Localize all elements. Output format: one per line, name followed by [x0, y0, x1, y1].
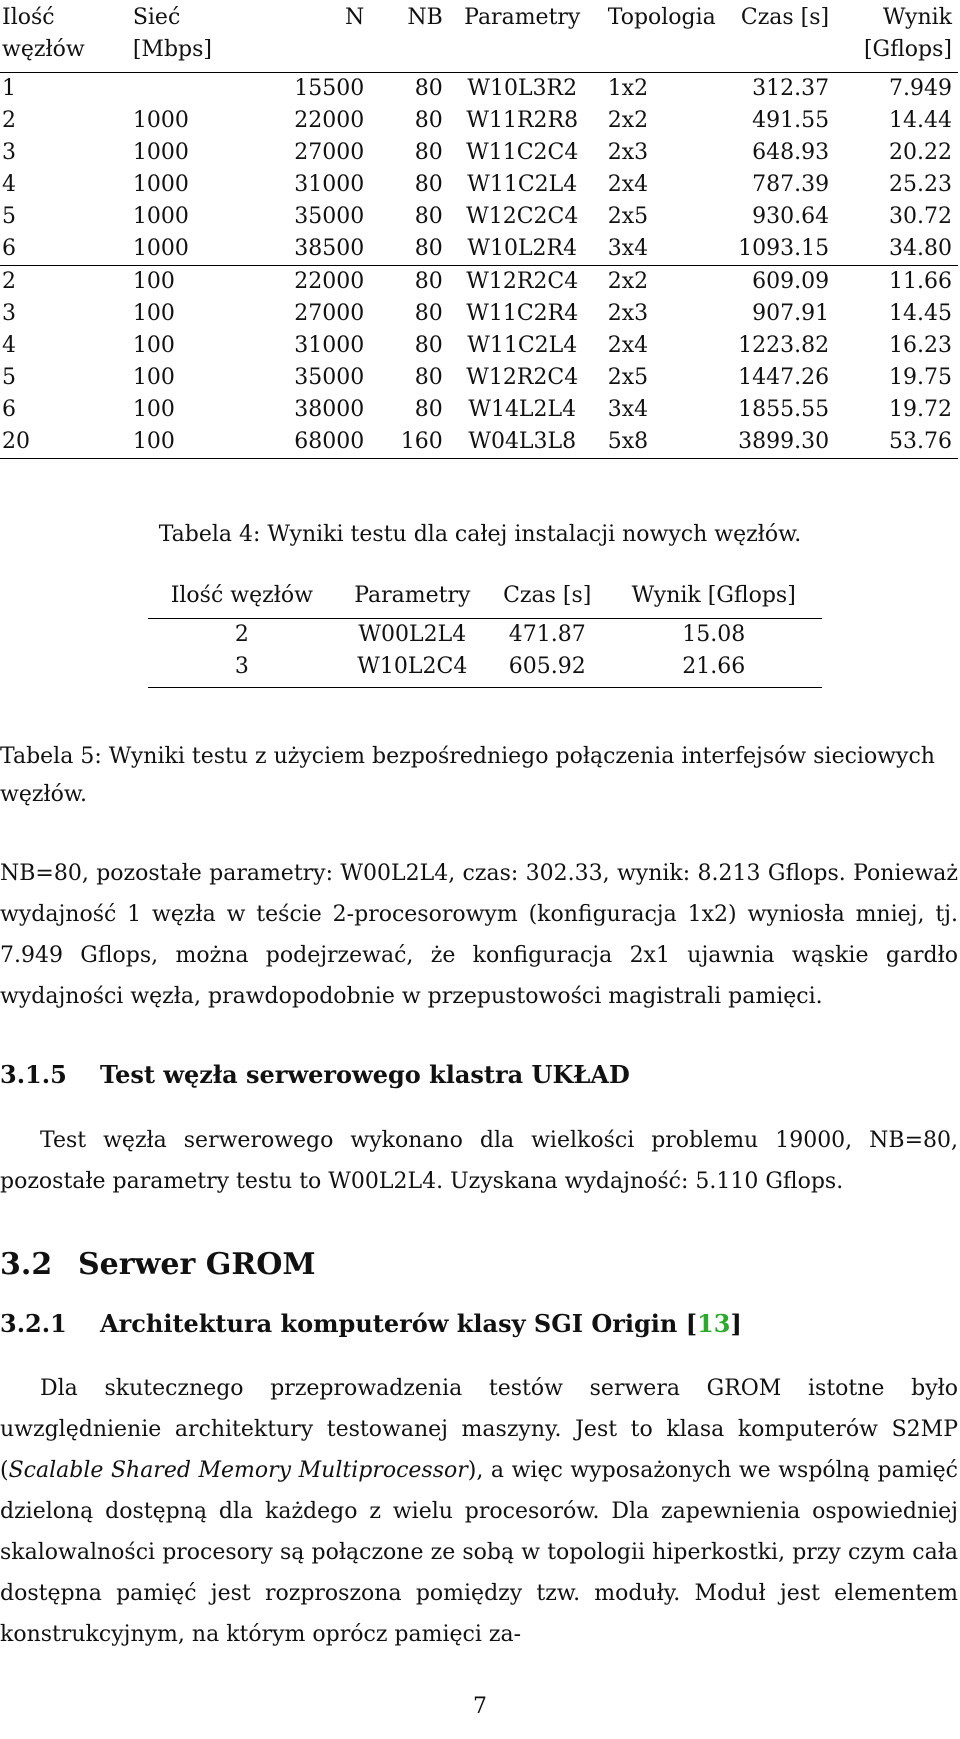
table-cell: 100	[132, 365, 175, 390]
table-row	[0, 394, 958, 426]
table-cell: 80	[414, 333, 443, 358]
citation-link[interactable]: 13	[697, 1309, 731, 1338]
table-cell: 1855.55	[738, 397, 830, 422]
table-cell: 1000	[132, 172, 189, 197]
table-cell: 80	[414, 365, 443, 390]
table-cell: W11R2R8	[466, 108, 579, 133]
table-cell: W11C2L4	[467, 172, 578, 197]
table-row	[0, 73, 958, 106]
table-cell: 312.37	[752, 76, 830, 101]
table-row	[0, 201, 958, 233]
table-cell: 22000	[294, 108, 365, 133]
table-cell: 80	[414, 108, 443, 133]
table5-caption: Tabela 5: Wyniki testu z użyciem bezpośredniego połączenia interfejsów sieciowych węzłów.	[0, 744, 935, 807]
table-cell: 930.64	[752, 204, 830, 229]
section-title: Test węzła serwerowego klastra UKŁAD	[100, 1060, 630, 1089]
table-cell: 38000	[294, 397, 365, 422]
header-n: N	[345, 5, 365, 30]
table4-caption: Tabela 4: Wyniki testu dla całej instalacji nowych węzłów.	[158, 522, 802, 547]
header-nb: NB	[407, 5, 443, 30]
results-table-direct-link	[148, 576, 822, 688]
table-cell: 1000	[133, 233, 252, 266]
table-cell: 4	[2, 172, 16, 197]
table-cell: 35000	[294, 365, 365, 390]
table-cell: 16.23	[889, 333, 952, 358]
table-cell: 27000	[294, 301, 365, 326]
table-cell: 491.55	[752, 108, 830, 133]
table-cell: 648.93	[752, 140, 830, 165]
table-cell: 605.92	[489, 651, 605, 688]
section-heading-3-2-1: 3.2.1 Architektura komputerów klasy SGI Origin [13]	[0, 1309, 742, 1338]
table-cell: 2x3	[607, 301, 649, 326]
table-cell: W12R2C4	[466, 365, 579, 390]
table-cell: 1	[2, 76, 16, 101]
page-number: 7	[473, 1694, 487, 1719]
table-cell: 100	[133, 426, 252, 459]
table-cell: W12C2C4	[466, 204, 579, 229]
section-title: Architektura komputerów klasy SGI Origin	[100, 1309, 678, 1338]
table-cell: 1223.82	[738, 333, 830, 358]
table-cell: 2x4	[607, 172, 649, 197]
table-row	[0, 362, 958, 394]
table-cell: 80	[364, 233, 442, 266]
table-row	[148, 619, 822, 652]
table-cell: 14.45	[889, 301, 952, 326]
table-cell: W11C2L4	[467, 333, 578, 358]
table-row	[0, 233, 958, 266]
table-cell: 80	[414, 204, 443, 229]
table-cell: 6	[2, 397, 16, 422]
header-network: Sieć [Mbps]	[132, 5, 212, 62]
table-cell: 609.09	[752, 269, 830, 294]
table-cell: 5	[2, 204, 16, 229]
table-cell: 19.72	[889, 397, 952, 422]
paragraph-server-node: Test węzła serwerowego wykonano dla wielkości problemu 19000, NB=80, pozostałe parametry testu to W00L2L4. Uzyskana wydajność: 5.110 Gflops.	[0, 1128, 958, 1194]
table-cell: W10L2R4	[443, 233, 602, 266]
table-cell: 2x5	[607, 365, 649, 390]
table-row	[0, 266, 958, 299]
section-heading-3-1-5	[0, 1060, 630, 1089]
paragraph-single-node: NB=80, pozostałe parametry: W00L2L4, czas: 302.33, wynik: 8.213 Gflops. Ponieważ wydajność 1 węzła w teście 2-procesorowym (konfiguracja 1x2) wyniosła mniej, tj. 7.949 Gflops, można podejrzewać, że konfiguracja 2x1 ujawnia wąskie gardło wydajności węzła, prawdopodobnie w przepustowości magistrali pamięci.	[0, 861, 958, 1009]
table-cell: 80	[414, 269, 443, 294]
header-time: Czas [s]	[503, 582, 592, 608]
table-cell: 2	[234, 622, 249, 647]
table-cell: 31000	[294, 172, 365, 197]
table-cell: 30.72	[889, 204, 952, 229]
table-row	[0, 169, 958, 201]
table-cell: W11C2R4	[466, 301, 579, 326]
table-cell: 2x3	[607, 140, 649, 165]
table-cell: W11C2C4	[466, 140, 579, 165]
table-cell: 53.76	[829, 426, 958, 459]
header-node-count: Ilość węzłów	[170, 582, 313, 608]
table-cell: 34.80	[829, 233, 958, 266]
table-cell: 80	[414, 172, 443, 197]
section-number: 3.1.5	[0, 1060, 67, 1089]
table-cell: 3x4	[607, 397, 649, 422]
table-cell: 14.44	[889, 108, 952, 133]
table-cell: 25.23	[889, 172, 952, 197]
table-cell: 2x5	[607, 204, 649, 229]
table-cell: 22000	[294, 269, 365, 294]
table-cell: 100	[132, 301, 175, 326]
results-table-full-install	[0, 0, 958, 459]
table-cell: 2x2	[607, 269, 649, 294]
table-cell: W04L3L8	[443, 426, 602, 459]
paragraph-sgi-origin: Dla skutecznego przeprowadzenia testów serwera GROM istotne było uwzględnienie architektury testowanej maszyny. Jest to klasa komputerów S2MP (Scalable Shared Memory Multiprocessor), a więc wyposażonych we wspólną pamięć dzieloną dostępną dla każdego z wielu procesorów. Dla zapewnienia ospowiedniej skalowalności procesory są połączone ze sobą w topologii hiperkostki, przy czym cała dostępna pamięć jest rozproszona pomiędzy tzw. moduły. Moduł jest elementem konstrukcyjnym, na którym oprócz pamięci za-	[0, 1376, 958, 1647]
table-cell: 15500	[294, 76, 365, 101]
table-cell: 80	[414, 76, 443, 101]
table-cell: 3	[148, 651, 336, 688]
table-cell: W10L2C4	[336, 651, 489, 688]
table-cell: 100	[132, 333, 175, 358]
table-cell: 27000	[294, 140, 365, 165]
section-number: 3.2	[0, 1247, 53, 1282]
table-cell: W00L2L4	[358, 622, 467, 647]
table-cell: 5x8	[602, 426, 729, 459]
table-cell: W12R2C4	[466, 269, 579, 294]
header-result: Wynik [Gflops]	[863, 5, 952, 62]
header-node-count: Ilość węzłów	[2, 5, 85, 62]
table-cell: 21.66	[605, 651, 822, 688]
table-cell: 100	[132, 397, 175, 422]
table-header-row	[0, 0, 958, 73]
table-cell: 5	[2, 365, 16, 390]
table-cell: 20.22	[889, 140, 952, 165]
table-row	[0, 330, 958, 362]
table-cell: 1x2	[607, 76, 649, 101]
table-cell: 80	[414, 140, 443, 165]
table-cell: 2x4	[607, 333, 649, 358]
table-cell: 6	[0, 233, 133, 266]
table-cell: 35000	[294, 204, 365, 229]
table-cell: 2	[2, 269, 16, 294]
header-params: Parametry	[354, 582, 471, 608]
table-cell: 31000	[294, 333, 365, 358]
table-cell: 20	[0, 426, 133, 459]
table-cell: 80	[414, 397, 443, 422]
table-cell: 68000	[252, 426, 365, 459]
table-cell: 38500	[252, 233, 365, 266]
table-cell: 2	[2, 108, 16, 133]
table-cell: 160	[364, 426, 442, 459]
table-row	[148, 651, 822, 688]
section-heading-3-2	[0, 1247, 316, 1282]
header-params: Parametry	[464, 5, 581, 30]
table-cell: 2x2	[607, 108, 649, 133]
header-time: Czas [s]	[740, 5, 830, 30]
table-cell: 100	[132, 269, 175, 294]
table-row	[0, 426, 958, 459]
table-cell: 1093.15	[729, 233, 830, 266]
section-title: Serwer GROM	[78, 1247, 316, 1282]
table-cell: W14L2L4	[468, 397, 577, 422]
table-cell: 1000	[132, 108, 189, 133]
table-cell: 907.91	[752, 301, 830, 326]
table-cell: 19.75	[889, 365, 952, 390]
header-result: Wynik [Gflops]	[631, 582, 796, 608]
table-cell: 3899.30	[729, 426, 830, 459]
table-cell: 1447.26	[738, 365, 830, 390]
header-topology: Topologia	[607, 5, 716, 30]
table-cell: 80	[414, 301, 443, 326]
table-cell: 11.66	[889, 269, 952, 294]
table-cell: 4	[2, 333, 16, 358]
table-cell: 1000	[132, 204, 189, 229]
table-cell: 7.949	[889, 76, 952, 101]
table-row	[0, 298, 958, 330]
table-row	[0, 137, 958, 169]
table-cell: 1000	[132, 140, 189, 165]
table-cell	[133, 73, 252, 106]
table-cell: W10L3R2	[467, 76, 578, 101]
table-cell: 3	[2, 140, 16, 165]
table-cell: 15.08	[682, 622, 746, 647]
table-cell: 471.87	[508, 622, 586, 647]
table-header-row	[148, 576, 822, 619]
table-cell: 3	[2, 301, 16, 326]
table-row	[0, 105, 958, 137]
table-cell: 3x4	[602, 233, 729, 266]
table-cell: 787.39	[752, 172, 830, 197]
section-number: 3.2.1	[0, 1309, 67, 1338]
